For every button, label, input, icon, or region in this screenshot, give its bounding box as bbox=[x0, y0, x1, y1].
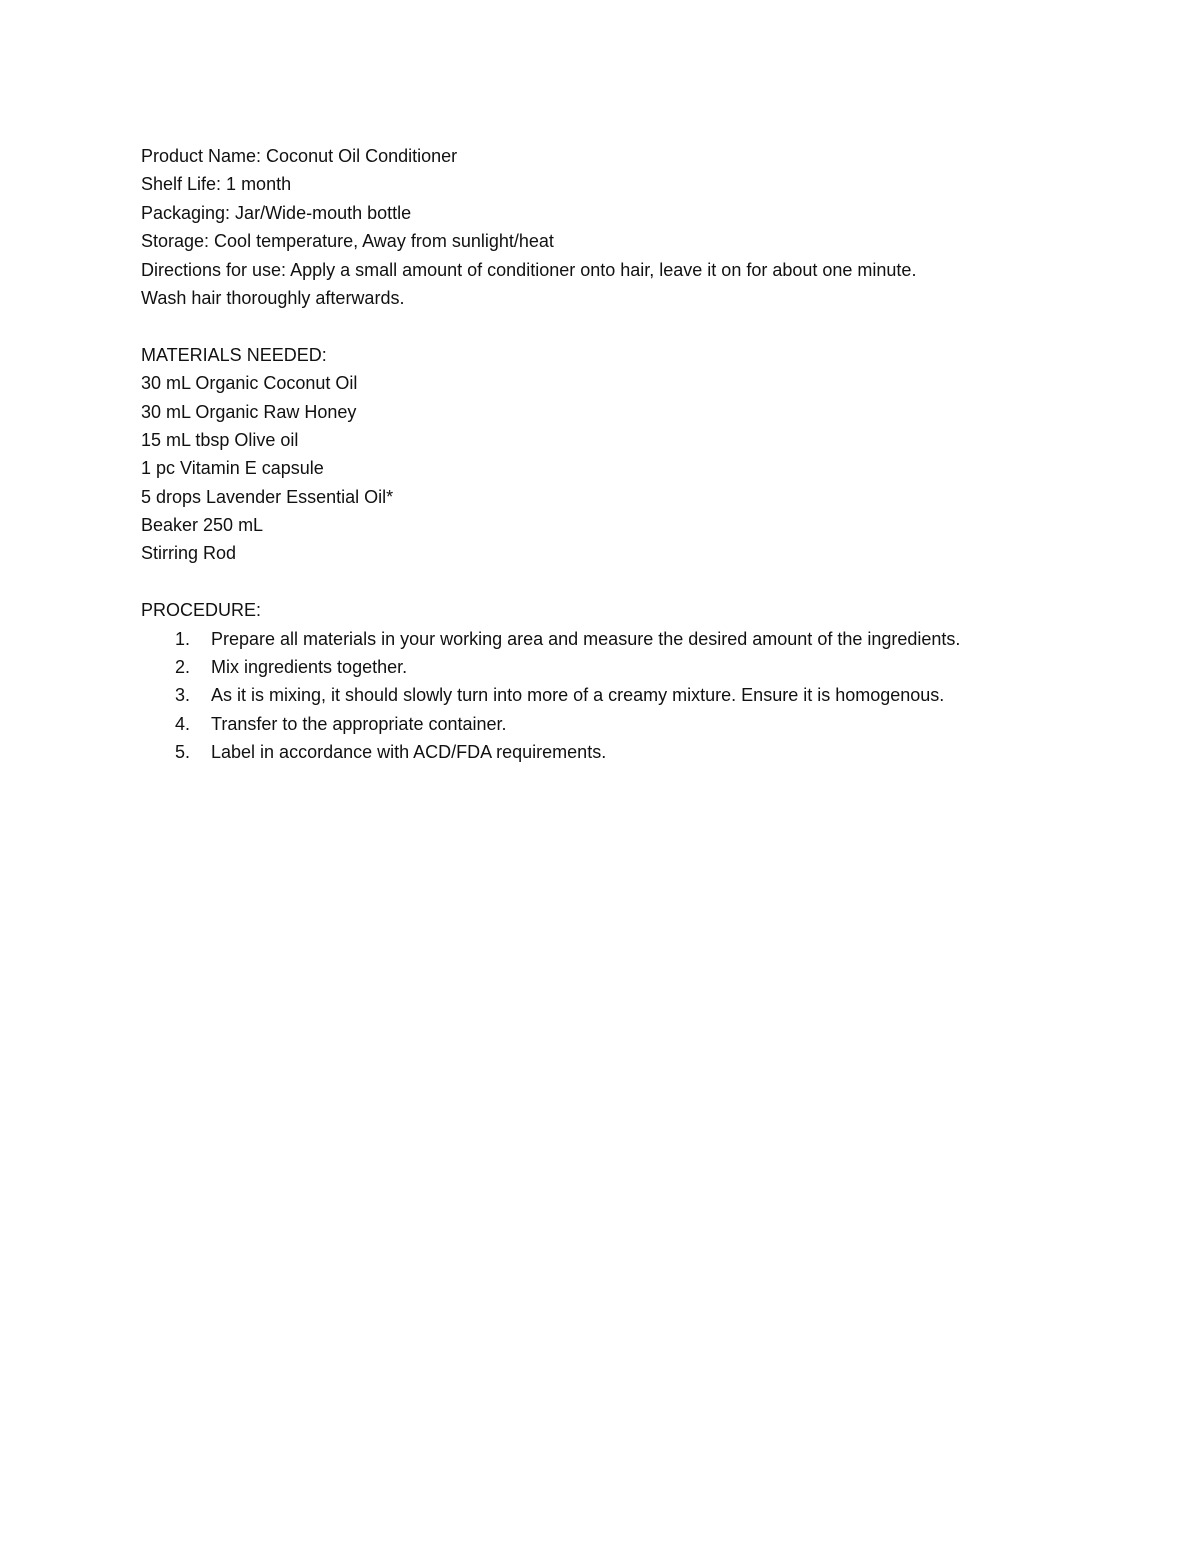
procedure-step bbox=[141, 681, 1101, 709]
material-item: 30 mL Organic Coconut Oil bbox=[141, 373, 358, 394]
procedure-step bbox=[141, 710, 1101, 738]
step-text: As it is mixing, it should slowly turn into more of a creamy mixture. Ensure it is homogenous. bbox=[211, 685, 945, 706]
materials-list bbox=[141, 369, 1101, 568]
spacer bbox=[141, 568, 1101, 596]
materials-heading: MATERIALS NEEDED: bbox=[141, 344, 327, 365]
step-number: 1. bbox=[175, 628, 191, 649]
material-item: 5 drops Lavender Essential Oil* bbox=[141, 486, 394, 507]
storage-line: Storage: Cool temperature, Away from sunlight/heat bbox=[141, 231, 554, 252]
step-text: Transfer to the appropriate container. bbox=[211, 713, 507, 734]
product-name-line: Product Name: Coconut Oil Conditioner bbox=[141, 146, 458, 166]
document-body bbox=[141, 142, 1101, 767]
step-number: 5. bbox=[175, 742, 191, 763]
procedure-step bbox=[141, 625, 1101, 653]
material-item: 1 pc Vitamin E capsule bbox=[141, 458, 324, 479]
material-item: Stirring Rod bbox=[141, 543, 237, 564]
spacer bbox=[141, 312, 1101, 340]
packaging-line: Packaging: Jar/Wide-mouth bottle bbox=[141, 202, 412, 223]
procedure-heading: PROCEDURE: bbox=[141, 600, 262, 621]
step-text: Label in accordance with ACD/FDA requirements. bbox=[211, 742, 607, 763]
step-text: Mix ingredients together. bbox=[211, 657, 408, 678]
procedure-step bbox=[141, 738, 1101, 766]
step-number: 3. bbox=[175, 685, 191, 706]
step-number: 2. bbox=[175, 657, 191, 678]
shelf-life-line: Shelf Life: 1 month bbox=[141, 174, 292, 195]
procedure-step bbox=[141, 653, 1101, 681]
directions-line: Directions for use: Apply a small amount of conditioner onto hair, leave it on for about one minute. bbox=[141, 259, 917, 280]
step-number: 4. bbox=[175, 713, 191, 734]
material-item: 30 mL Organic Raw Honey bbox=[141, 401, 357, 422]
step-text: Prepare all materials in your working area and measure the desired amount of the ingredients. bbox=[211, 628, 961, 649]
material-item: 15 mL tbsp Olive oil bbox=[141, 429, 299, 450]
material-item: Beaker 250 mL bbox=[141, 515, 264, 536]
directions-continued-line: Wash hair thoroughly afterwards. bbox=[141, 287, 405, 308]
procedure-list bbox=[141, 625, 1101, 767]
